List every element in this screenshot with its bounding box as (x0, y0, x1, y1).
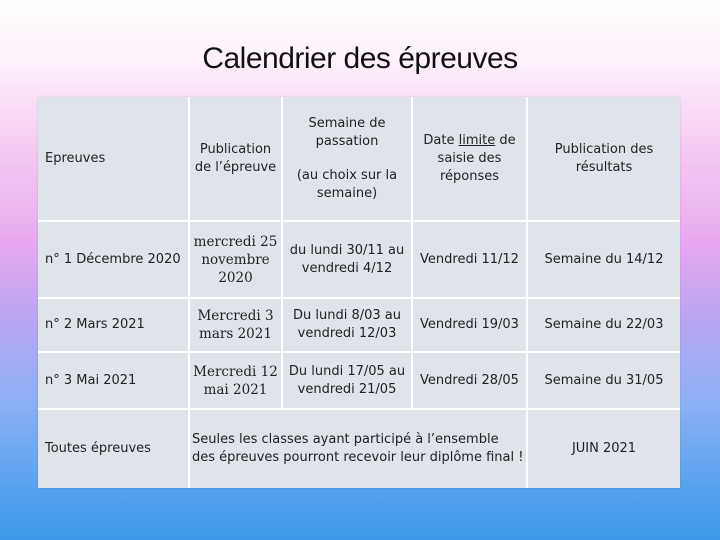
row3-publication: Mercredi 12 mai 2021 (190, 353, 281, 408)
row1-semaine: du lundi 30/11 au vendredi 4/12 (283, 222, 411, 297)
header-semaine-line1: Semaine de passation (308, 115, 386, 149)
row3-epreuve: n° 3 Mai 2021 (38, 353, 188, 408)
header-epreuves: Epreuves (38, 97, 188, 220)
header-date-limite (413, 97, 526, 220)
row1-epreuve: n° 1 Décembre 2020 (38, 222, 188, 297)
last-row-resultats: JUIN 2021 (528, 410, 680, 488)
row2-resultats: Semaine du 22/03 (528, 299, 680, 351)
header-date-limite-underlined: limite (458, 132, 496, 148)
page-title: Calendrier des épreuves (202, 42, 518, 75)
header-date-limite-pre: Date (423, 132, 459, 148)
row2-epreuve: n° 2 Mars 2021 (38, 299, 188, 351)
row2-publication: Mercredi 3 mars 2021 (190, 299, 281, 351)
last-row-epreuve: Toutes épreuves (38, 410, 188, 488)
row1-resultats: Semaine du 14/12 (528, 222, 680, 297)
header-date-limite-post: de saisie des réponses (437, 132, 516, 184)
header-semaine-line2: (au choix sur la semaine) (296, 167, 398, 201)
header-resultats: Publication des résultats (528, 97, 680, 220)
row2-semaine: Du lundi 8/03 au vendredi 12/03 (283, 299, 411, 351)
last-row-note: Seules les classes ayant participé à l’ensemble des épreuves pourront recevoir leur diplôme final ! (190, 410, 526, 488)
row3-resultats: Semaine du 31/05 (528, 353, 680, 408)
row3-date-limite: Vendredi 28/05 (413, 353, 526, 408)
row2-date-limite: Vendredi 19/03 (413, 299, 526, 351)
calendar-table (38, 97, 680, 488)
row1-date-limite: Vendredi 11/12 (413, 222, 526, 297)
row3-semaine: Du lundi 17/05 au vendredi 21/05 (283, 353, 411, 408)
header-semaine (283, 97, 411, 220)
row1-publication: mercredi 25 novembre 2020 (190, 222, 281, 297)
header-publication: Publication de l’épreuve (190, 97, 281, 220)
